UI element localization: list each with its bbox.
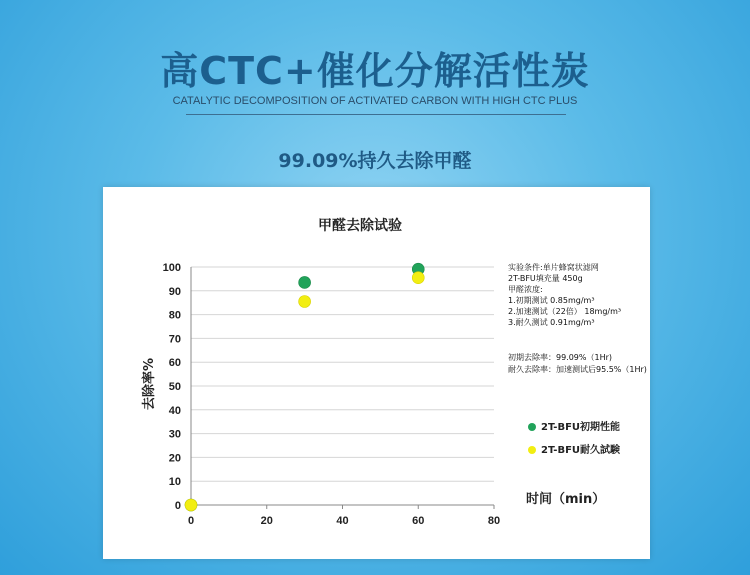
condition-line: 实验条件:单片蜂窝状滤网 bbox=[508, 263, 599, 272]
y-tick-label: 20 bbox=[168, 452, 181, 465]
condition-line: 2T-BFU填充量 450g bbox=[508, 274, 583, 283]
y-tick-label: 10 bbox=[168, 476, 181, 489]
y-tick-label: 30 bbox=[168, 428, 181, 441]
legend-label: 2T-BFU耐久試験 bbox=[541, 445, 621, 456]
scatter-point-series-2 bbox=[299, 296, 311, 308]
result-line: 初期去除率：99.09%（1Hr) bbox=[508, 353, 613, 362]
condition-line: 1.初期测试 0.85mg/m³ bbox=[508, 296, 595, 305]
x-tick-label: 80 bbox=[487, 515, 501, 527]
x-tick-label: 60 bbox=[412, 515, 425, 527]
result-line: 耐久去除率：加速测试后95.5%（1Hr) bbox=[508, 365, 647, 374]
x-tick-label: 0 bbox=[187, 515, 195, 527]
y-tick-label: 70 bbox=[168, 333, 181, 346]
y-tick-label: 80 bbox=[168, 309, 181, 322]
scatter-point-series-2 bbox=[185, 499, 197, 511]
legend-item-series-1 bbox=[528, 418, 620, 433]
legend-marker bbox=[528, 423, 536, 431]
x-tick-label: 20 bbox=[260, 515, 273, 527]
legend-marker bbox=[528, 446, 536, 454]
chart-panel bbox=[103, 187, 650, 559]
condition-line: 2.加速测试（22倍） 18mg/m³ bbox=[508, 307, 622, 316]
condition-line: 3.耐久测试 0.91mg/m³ bbox=[508, 318, 595, 327]
y-tick-label: 60 bbox=[168, 357, 181, 370]
page-title: 高CTC+催化分解活性炭 bbox=[160, 49, 590, 93]
y-tick-label: 0 bbox=[174, 500, 181, 512]
x-tick-label: 40 bbox=[336, 515, 349, 527]
title-divider bbox=[186, 114, 566, 115]
x-axis-label: 时间（min） bbox=[526, 492, 606, 507]
y-tick-label: 40 bbox=[168, 404, 181, 417]
legend-label: 2T-BFU初期性能 bbox=[541, 422, 621, 433]
chart-title: 甲醛去除试验 bbox=[318, 218, 402, 234]
legend-item-series-2 bbox=[528, 441, 620, 456]
tagline: 99.09%持久去除甲醛 bbox=[278, 150, 472, 172]
y-tick-label: 50 bbox=[168, 381, 181, 393]
scatter-point-series-1 bbox=[299, 276, 311, 288]
condition-line: 甲醛浓度: bbox=[508, 285, 543, 294]
scatter-point-series-2 bbox=[412, 272, 424, 284]
y-tick-label: 90 bbox=[168, 285, 181, 298]
y-tick-label: 100 bbox=[162, 262, 181, 274]
page-subtitle: CATALYTIC DECOMPOSITION OF ACTIVATED CARBON WITH HIGH CTC PLUS bbox=[172, 95, 578, 107]
y-axis-label: 去除率% bbox=[142, 357, 157, 411]
